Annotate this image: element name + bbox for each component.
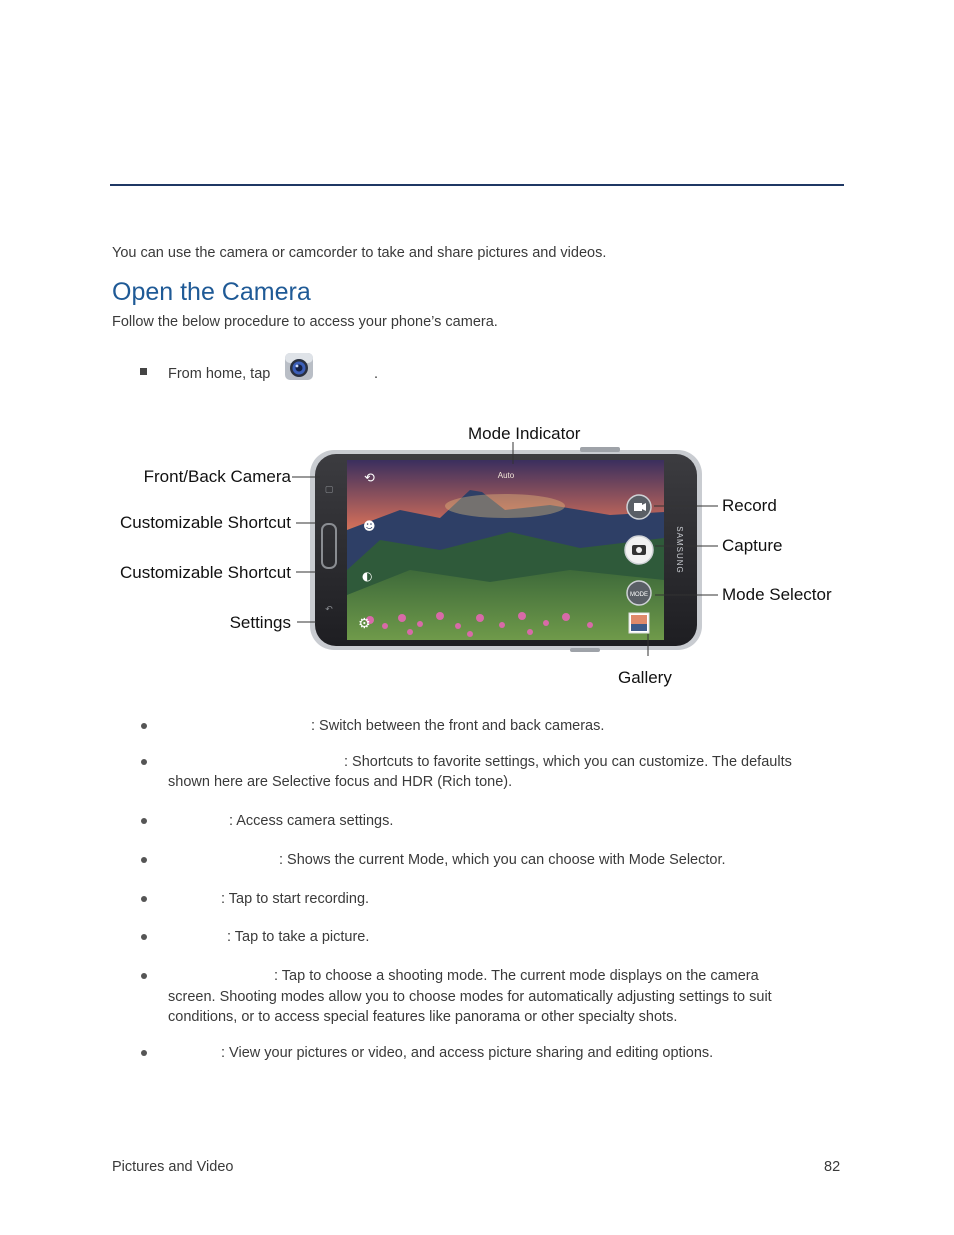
callout-mode-selector: Mode Selector [722, 585, 832, 604]
bullet-shortcut-desc-cont: shown here are Selective focus and HDR (Rich tone). [168, 774, 513, 790]
selective-focus-icon[interactable]: ☻ [363, 519, 376, 533]
footer-section: Pictures and Video [112, 1159, 234, 1175]
mode-indicator-label: Auto [497, 471, 515, 480]
bullet-front-back-desc: : Switch between the front and back cameras. [311, 718, 605, 734]
callout-record: Record [722, 496, 777, 515]
callout-front-back-camera: Front/Back Camera [143, 467, 291, 486]
callout-shortcut-1: Customizable Shortcut [119, 513, 291, 532]
bullet-mode-selector-desc-cont2: conditions, or to access special features like panorama or other specialty shots. [168, 1009, 678, 1025]
callout-shortcut-2: Customizable Shortcut [119, 563, 291, 582]
bullet-mode-selector-desc: : Tap to choose a shooting mode. The current mode displays on the camera [274, 968, 759, 984]
mode-button-label: MODE [630, 592, 648, 598]
bullet-dot [141, 1050, 147, 1056]
bullet-settings-desc: : Access camera settings. [229, 813, 394, 829]
section-title: Open the Camera [112, 278, 311, 306]
brand-label: SAMSUNG [675, 526, 684, 574]
callout-settings: Settings [229, 613, 291, 632]
footer-page-number: 82 [824, 1159, 841, 1175]
bullet-capture-desc: : Tap to take a picture. [227, 929, 370, 945]
bullet-record-desc: : Tap to start recording. [221, 891, 370, 907]
section-subtitle: Follow the below procedure to access your phone’s camera. [112, 314, 498, 330]
hdr-icon[interactable]: ◐ [362, 569, 373, 583]
callout-capture: Capture [722, 536, 783, 555]
svg-text:▢: ▢ [324, 485, 334, 495]
bullet-shortcut-desc: : Shortcuts to favorite settings, which you can customize. The defaults [344, 754, 792, 770]
camera-app-icon [284, 352, 314, 381]
step-prefix: From home, tap [168, 366, 271, 382]
header-rule [110, 184, 844, 186]
bullet-dot [141, 934, 147, 940]
camera-screen-figure [110, 420, 850, 692]
svg-text:↶: ↶ [325, 605, 333, 615]
step-suffix: . [374, 366, 379, 382]
bullet-dot [141, 896, 147, 902]
bullet-dot [141, 857, 147, 863]
intro-text: You can use the camera or camcorder to take and share pictures and videos. [112, 245, 607, 261]
bullet-dot [141, 973, 147, 979]
settings-gear-icon[interactable]: ⚙ [358, 616, 371, 632]
bullet-dot [141, 759, 147, 765]
step-bullet-icon [140, 368, 147, 375]
bullet-gallery-desc: : View your pictures or video, and access picture sharing and editing options. [221, 1045, 714, 1061]
bullet-mode-selector-desc-cont: screen. Shooting modes allow you to choose modes for automatically adjusting settings to suit [168, 989, 772, 1005]
callout-gallery: Gallery [618, 668, 672, 687]
bullet-dot [141, 818, 147, 824]
front-back-camera-icon[interactable]: ⟲ [364, 471, 375, 486]
bullet-mode-indicator-desc: : Shows the current Mode, which you can choose with Mode Selector. [279, 852, 726, 868]
callout-mode-indicator: Mode Indicator [468, 424, 581, 443]
bullet-dot [141, 723, 147, 729]
